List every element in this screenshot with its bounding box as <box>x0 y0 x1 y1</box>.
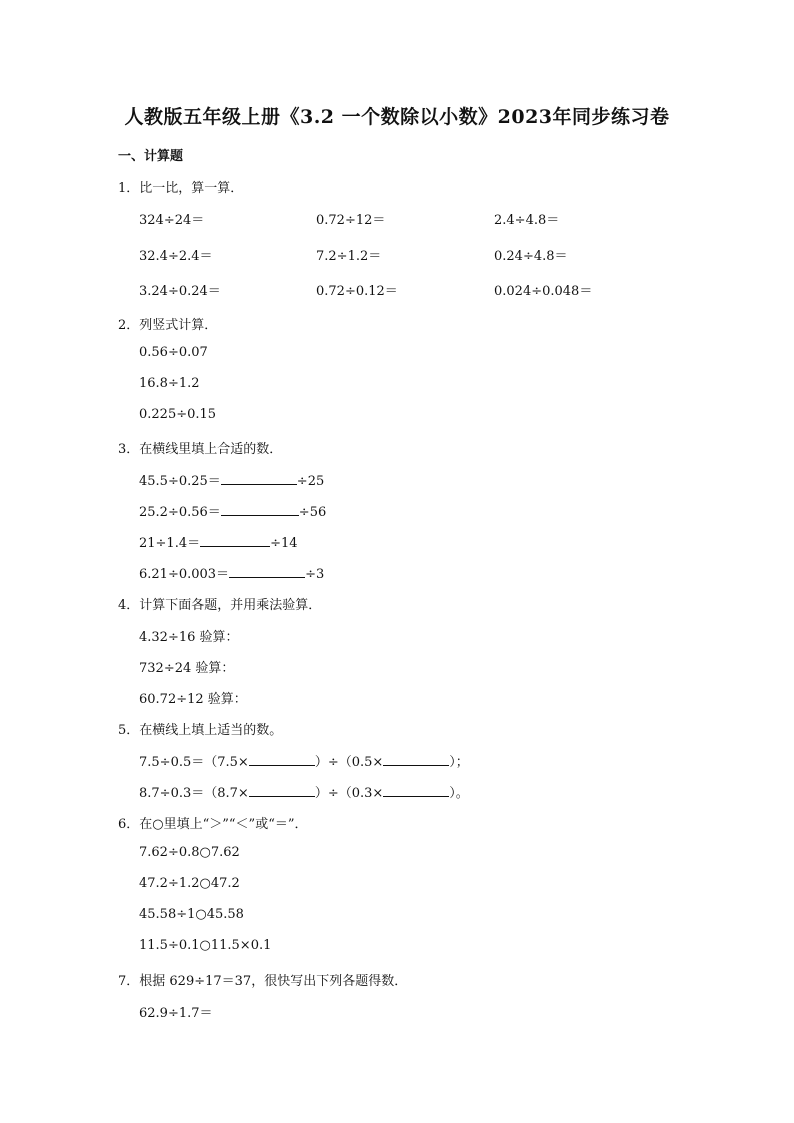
q6-item: 45.58÷1○45.58 <box>139 907 244 922</box>
q3-item-right: ÷56 <box>298 505 327 520</box>
q2-item: 16.8÷1.2 <box>139 376 200 391</box>
q3-item-right: ÷25 <box>296 474 325 489</box>
question-5: 5．在横线上填上适当的数。 <box>118 723 283 738</box>
q3-item-right: ÷3 <box>305 567 325 582</box>
question-1: 1．比一比，算一算． <box>118 181 244 196</box>
page-title: 人教版五年级上册《3.2 一个数除以小数》2023年同步练习卷 <box>124 106 670 128</box>
q1-item: 324÷24＝ <box>139 213 205 228</box>
q1-item: 3.24÷0.24＝ <box>139 284 221 299</box>
q7-item: 62.9÷1.7＝ <box>139 1006 213 1021</box>
q4-item: 732÷24 验算： <box>139 661 235 676</box>
q1-item: 0.24÷4.8＝ <box>494 249 568 264</box>
answer-blank[interactable] <box>383 785 449 797</box>
q1-item: 0.024÷0.048＝ <box>494 284 593 299</box>
q1-item: 2.4÷4.8＝ <box>494 213 560 228</box>
question-4: 4．计算下面各题，并用乘法验算． <box>118 598 322 613</box>
q5-item-part: ）÷（0.5× <box>314 755 384 770</box>
answer-blank[interactable] <box>221 504 299 516</box>
answer-blank[interactable] <box>383 754 449 766</box>
q1-item: 7.2÷1.2＝ <box>316 249 382 264</box>
q6-item: 11.5÷0.1○11.5×0.1 <box>139 938 272 953</box>
q4-item: 4.32÷16 验算： <box>139 630 239 645</box>
q5-item-part: ）。 <box>449 786 469 801</box>
q3-item-right: ÷14 <box>270 536 298 551</box>
q6-item: 47.2÷1.2○47.2 <box>139 876 240 891</box>
q3-item-left: 25.2÷0.56＝ <box>139 505 221 520</box>
q1-item: 0.72÷0.12＝ <box>316 284 398 299</box>
q2-item: 0.225÷0.15 <box>139 407 217 422</box>
q3-item <box>139 470 324 489</box>
q1-item: 32.4÷2.4＝ <box>139 249 213 264</box>
answer-blank[interactable] <box>249 785 315 797</box>
q3-item <box>139 563 324 582</box>
q5-item <box>139 782 469 801</box>
q2-item: 0.56÷0.07 <box>139 345 208 360</box>
answer-blank[interactable] <box>249 754 315 766</box>
question-3: 3．在横线里填上合适的数． <box>118 442 283 457</box>
q5-item-part: 8.7÷0.3＝（8.7× <box>139 786 249 801</box>
q4-item: 60.72÷12 验算： <box>139 692 247 707</box>
q3-item <box>139 501 326 520</box>
q5-item-part: ）÷（0.3× <box>314 786 384 801</box>
answer-blank[interactable] <box>200 535 270 547</box>
q3-item-left: 21÷1.4＝ <box>139 536 201 551</box>
q5-item-part: ）； <box>449 755 469 770</box>
q5-item <box>139 751 469 770</box>
q5-item-part: 7.5÷0.5＝（7.5× <box>139 755 249 770</box>
q6-item: 7.62÷0.8○7.62 <box>139 845 240 860</box>
question-2: 2．列竖式计算． <box>118 318 218 333</box>
section-heading: 一、计算题 <box>118 149 184 164</box>
q3-item-left: 6.21÷0.003＝ <box>139 567 230 582</box>
q1-item: 0.72÷12＝ <box>316 213 386 228</box>
answer-blank[interactable] <box>221 473 297 485</box>
question-7: 7．根据 629÷17＝37，很快写出下列各题得数． <box>118 974 408 989</box>
q3-item-left: 45.5÷0.25＝ <box>139 474 221 489</box>
q3-item <box>139 532 298 551</box>
question-6: 6．在○里填上“＞”“＜”或“＝”． <box>118 817 308 832</box>
answer-blank[interactable] <box>229 566 305 578</box>
